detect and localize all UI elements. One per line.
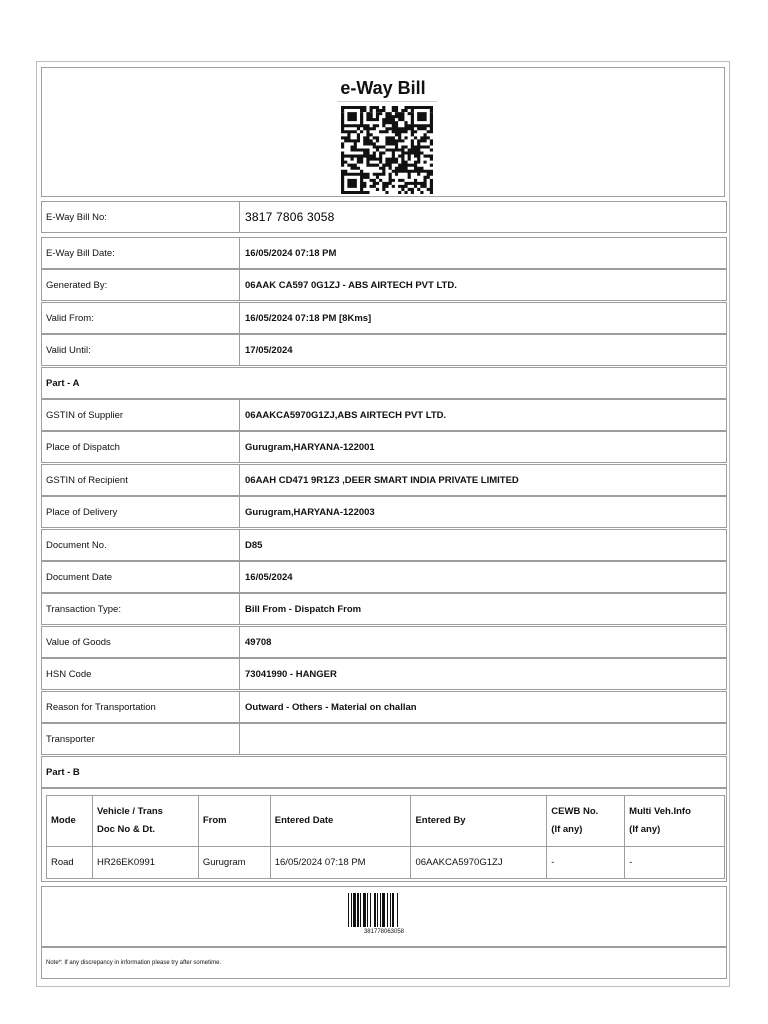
field-label: Document No. xyxy=(42,530,240,560)
field-transaction-type xyxy=(41,593,727,625)
table-header-row xyxy=(47,796,725,847)
field-value: 06AAH CD471 9R1Z3 ,DEER SMART INDIA PRIVATE LIMITED xyxy=(245,474,519,486)
field-value: Gurugram,HARYANA-122001 xyxy=(245,441,375,453)
field-place-of-dispatch xyxy=(41,431,727,463)
field-eway-bill-date xyxy=(41,237,727,269)
barcode-number: 381778063058 xyxy=(363,929,405,935)
table-cell: - xyxy=(547,847,625,879)
barcode-bar xyxy=(377,893,378,927)
field-document-date xyxy=(41,561,727,593)
column-header-multi-veh: Multi Veh.Info (If any) xyxy=(625,796,725,847)
qr-code-container xyxy=(337,101,437,196)
column-header-mode: Mode xyxy=(47,796,93,847)
barcode-bar xyxy=(374,893,376,927)
field-value: 49708 xyxy=(245,636,272,648)
note-text: Note*: If any discrepancy in information please try after sometime. xyxy=(41,946,727,979)
barcode-bar xyxy=(392,893,394,927)
part-b-container xyxy=(41,788,727,882)
field-value-of-goods xyxy=(41,626,727,658)
eway-bill-sheet xyxy=(36,61,730,987)
field-value: D85 xyxy=(245,539,263,551)
column-header-entered-date: Entered Date xyxy=(270,796,411,847)
field-label: Transaction Type: xyxy=(42,594,240,624)
field-label: Place of Dispatch xyxy=(42,432,240,462)
part-b-heading: Part - B xyxy=(41,756,727,788)
field-document-no xyxy=(41,529,727,561)
field-label: HSN Code xyxy=(42,659,240,689)
field-value: Outward - Others - Material on challan xyxy=(245,701,417,713)
field-label: E-Way Bill Date: xyxy=(42,238,240,268)
field-label: E-Way Bill No: xyxy=(42,202,240,232)
field-label: GSTIN of Recipient xyxy=(42,465,240,495)
vehicle-details-table xyxy=(46,795,725,879)
barcode-bar xyxy=(370,893,371,927)
field-value: 06AAK CA597 0G1ZJ - ABS AIRTECH PVT LTD. xyxy=(245,279,457,291)
field-value: 06AAKCA5970G1ZJ,ABS AIRTECH PVT LTD. xyxy=(245,409,447,421)
field-generated-by xyxy=(41,269,727,301)
barcode-bar xyxy=(367,893,368,927)
table-row xyxy=(47,847,725,879)
field-label: Value of Goods xyxy=(42,627,240,657)
barcode-bar xyxy=(387,893,388,927)
field-valid-until xyxy=(41,334,727,366)
barcode-bar xyxy=(357,893,359,927)
barcode-icon xyxy=(348,893,422,927)
field-value xyxy=(240,724,726,754)
field-label: Valid Until: xyxy=(42,335,240,365)
barcode-bar xyxy=(351,893,352,927)
part-a-heading: Part - A xyxy=(41,367,727,399)
table-cell: HR26EK0991 xyxy=(92,847,198,879)
eway-bill-number: 3817 7806 3058 xyxy=(245,210,335,224)
field-label: Reason for Transportation xyxy=(42,692,240,722)
column-header-from: From xyxy=(198,796,270,847)
field-label: Generated By: xyxy=(42,270,240,300)
field-value: 16/05/2024 07:18 PM [8Kms] xyxy=(245,312,372,324)
barcode-bar xyxy=(353,893,356,927)
field-value: 17/05/2024 xyxy=(245,344,293,356)
field-hsn-code xyxy=(41,658,727,690)
field-value: Bill From - Dispatch From xyxy=(245,603,362,615)
field-label: Valid From: xyxy=(42,303,240,333)
barcode-bar xyxy=(360,893,361,927)
barcode-bar xyxy=(348,893,349,927)
qr-modules xyxy=(341,106,433,194)
table-cell: - xyxy=(625,847,725,879)
field-label: GSTIN of Supplier xyxy=(42,400,240,430)
barcode-bar xyxy=(363,893,366,927)
field-transporter xyxy=(41,723,727,755)
field-label: Place of Delivery xyxy=(42,497,240,527)
column-header-entered-by: Entered By xyxy=(411,796,547,847)
bill-header xyxy=(41,67,725,197)
field-gstin-recipient xyxy=(41,464,727,496)
barcode-bar xyxy=(390,893,391,927)
barcode-container xyxy=(41,886,727,948)
field-reason-for-transportation xyxy=(41,691,727,723)
field-value: 16/05/2024 xyxy=(245,571,293,583)
barcode-bar xyxy=(382,893,385,927)
qr-code-icon xyxy=(341,106,433,194)
field-value: Gurugram,HARYANA-122003 xyxy=(245,506,375,518)
field-valid-from xyxy=(41,302,727,334)
field-place-of-delivery xyxy=(41,496,727,528)
field-label: Transporter xyxy=(42,724,240,754)
column-header-vehicle: Vehicle / Trans Doc No & Dt. xyxy=(92,796,198,847)
field-value: 16/05/2024 07:18 PM xyxy=(245,247,337,259)
field-value: 73041990 - HANGER xyxy=(245,668,337,680)
column-header-cewb: CEWB No. (If any) xyxy=(547,796,625,847)
field-label: Document Date xyxy=(42,562,240,592)
field-eway-bill-no xyxy=(41,201,727,233)
table-cell: Gurugram xyxy=(198,847,270,879)
page-title: e-Way Bill xyxy=(340,78,426,98)
barcode-bar xyxy=(380,893,381,927)
table-cell: Road xyxy=(47,847,93,879)
field-gstin-supplier xyxy=(41,399,727,431)
table-cell: 06AAKCA5970G1ZJ xyxy=(411,847,547,879)
table-cell: 16/05/2024 07:18 PM xyxy=(270,847,411,879)
barcode-bar xyxy=(397,893,398,927)
